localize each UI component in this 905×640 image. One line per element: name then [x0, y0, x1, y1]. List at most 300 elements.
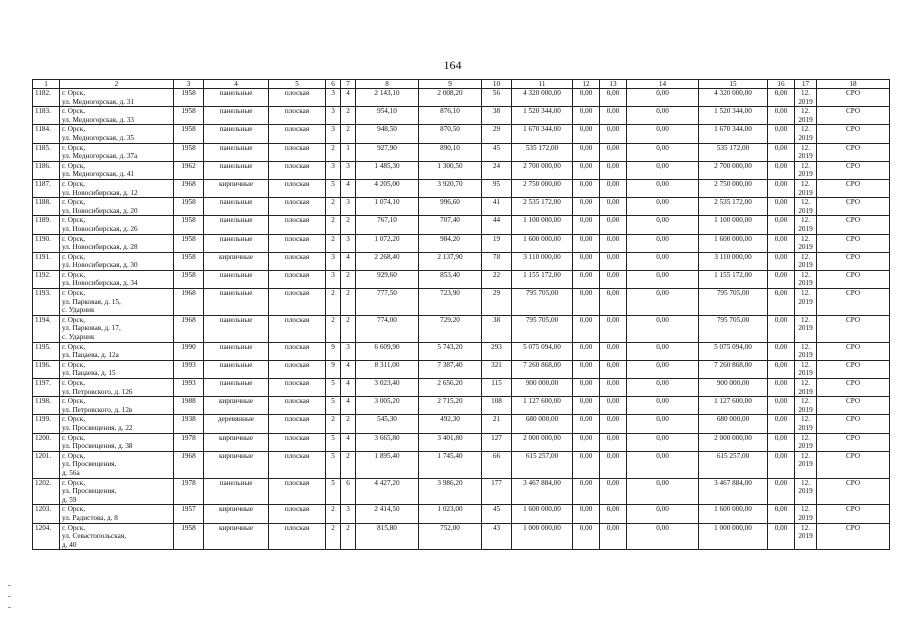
table-row	[33, 342, 890, 360]
cost-col-14-cell: 0,00	[627, 478, 699, 505]
address-cell	[60, 415, 174, 433]
cost-col-16-cell: 0,00	[768, 89, 795, 107]
cost-col-12-cell: 0,00	[573, 89, 600, 107]
roof-type-cell: плоская	[269, 234, 326, 252]
cost-col-16-cell: 0,00	[768, 342, 795, 360]
entrances-count-cell: 2	[341, 451, 356, 478]
year-built-cell: 1958	[174, 107, 204, 125]
method-cell: СРО	[817, 505, 890, 523]
completion-date-line: 2019	[798, 405, 813, 414]
cost-col-12-cell: 0,00	[573, 161, 600, 179]
completion-date-line: 2019	[798, 532, 813, 541]
address-line: г. Орск,	[62, 379, 85, 387]
completion-date-line: 12.	[801, 234, 810, 243]
housing-register-table	[32, 79, 890, 550]
floors-count-cell: 3	[326, 161, 341, 179]
table-row	[33, 89, 890, 107]
cost-col-12-cell: 0,00	[573, 270, 600, 288]
address-line: ул. Новосибирская, д. 20	[62, 206, 138, 215]
address-line: ул. Новосибирская, д. 34	[62, 279, 138, 288]
entrances-count-cell: 4	[341, 360, 356, 378]
completion-date-cell	[795, 451, 817, 478]
column-number-16: 16	[768, 80, 795, 89]
table-row	[33, 478, 890, 505]
cost-col-12-cell: 0,00	[573, 234, 600, 252]
page-number: 164	[443, 58, 462, 72]
cost-col-13-cell: 0,00	[600, 478, 627, 505]
residents-count-cell: 43	[482, 523, 512, 550]
completion-date-line: 12.	[801, 216, 810, 225]
residents-count-cell: 29	[482, 289, 512, 316]
method-cell: СРО	[817, 161, 890, 179]
completion-date-cell	[795, 415, 817, 433]
entrances-count-cell: 4	[341, 89, 356, 107]
address-line: ул. Парковая, д. 15,	[62, 297, 121, 306]
method-cell: СРО	[817, 315, 890, 342]
cost-col-13-cell: 0,00	[600, 125, 627, 143]
address-line: д. 59	[62, 495, 77, 504]
completion-date-line: 2019	[798, 351, 813, 360]
residents-count-cell: 293	[482, 342, 512, 360]
row-number-cell: 1186.	[33, 161, 60, 179]
row-number-cell: 1184.	[33, 125, 60, 143]
wall-material-cell: кирпичные	[204, 252, 269, 270]
roof-type-cell: плоская	[269, 360, 326, 378]
roof-type-cell: плоская	[269, 523, 326, 550]
completion-date-cell	[795, 379, 817, 397]
column-number-5: 5	[269, 80, 326, 89]
floors-count-cell: 2	[326, 523, 341, 550]
floors-count-cell: 3	[326, 89, 341, 107]
method-cell: СРО	[817, 433, 890, 451]
column-number-6: 6	[326, 80, 341, 89]
residents-count-cell: 321	[482, 360, 512, 378]
floors-count-cell: 2	[326, 315, 341, 342]
table-row	[33, 216, 890, 234]
roof-type-cell: плоская	[269, 179, 326, 197]
entrances-count-cell: 2	[341, 216, 356, 234]
cost-col-12-cell: 0,00	[573, 478, 600, 505]
cost-col-14-cell: 0,00	[627, 252, 699, 270]
completion-date-line: 12.	[801, 342, 810, 351]
row-number-cell: 1188.	[33, 198, 60, 216]
method-cell: СРО	[817, 523, 890, 550]
column-number-8: 8	[356, 80, 419, 89]
wall-material-cell: кирпичные	[204, 179, 269, 197]
cost-col-15-cell: 4 320 000,00	[699, 89, 768, 107]
residents-count-cell: 38	[482, 107, 512, 125]
repair-cost-cell: 5 075 094,00	[512, 342, 573, 360]
completion-date-line: 2019	[798, 206, 813, 215]
total-area-cell: 3 665,80	[356, 433, 419, 451]
method-cell: СРО	[817, 397, 890, 415]
roof-type-cell: плоская	[269, 397, 326, 415]
address-line: с. Ударник	[62, 333, 95, 342]
cost-col-12-cell: 0,00	[573, 360, 600, 378]
address-cell	[60, 107, 174, 125]
wall-material-cell: кирпичные	[204, 433, 269, 451]
cost-col-16-cell: 0,00	[768, 252, 795, 270]
completion-date-line: 12.	[801, 143, 810, 152]
floors-count-cell: 3	[326, 270, 341, 288]
year-built-cell: 1958	[174, 125, 204, 143]
cost-col-14-cell: 0,00	[627, 289, 699, 316]
entrances-count-cell: 3	[341, 161, 356, 179]
table-row	[33, 179, 890, 197]
cost-col-15-cell: 7 260 868,00	[699, 360, 768, 378]
roof-type-cell: плоская	[269, 216, 326, 234]
address-line: ул. Просвещения, д. 22	[62, 423, 133, 432]
living-area-cell: 984,20	[419, 234, 482, 252]
address-line: г. Орск,	[62, 270, 85, 279]
address-cell	[60, 216, 174, 234]
address-line: г. Орск,	[62, 234, 85, 243]
address-cell	[60, 198, 174, 216]
living-area-cell: 876,10	[419, 107, 482, 125]
method-cell: СРО	[817, 415, 890, 433]
address-cell	[60, 234, 174, 252]
cost-col-16-cell: 0,00	[768, 451, 795, 478]
cost-col-14-cell: 0,00	[627, 107, 699, 125]
cost-col-15-cell: 680 000,00	[699, 415, 768, 433]
column-number-17: 17	[795, 80, 817, 89]
cost-col-12-cell: 0,00	[573, 433, 600, 451]
cost-col-15-cell: 2 000 000,00	[699, 433, 768, 451]
repair-cost-cell: 1 000 000,00	[512, 523, 573, 550]
cost-col-15-cell: 2 700 000,00	[699, 161, 768, 179]
floors-count-cell: 2	[326, 234, 341, 252]
row-number-cell: 1185.	[33, 143, 60, 161]
cost-col-15-cell: 1 100 000,00	[699, 216, 768, 234]
address-cell	[60, 397, 174, 415]
floors-count-cell: 2	[326, 289, 341, 316]
wall-material-cell: кирпичные	[204, 523, 269, 550]
row-number-cell: 1187.	[33, 179, 60, 197]
repair-cost-cell: 2 000 000,00	[512, 433, 573, 451]
method-cell: СРО	[817, 379, 890, 397]
column-number-14: 14	[627, 80, 699, 89]
floors-count-cell: 2	[326, 143, 341, 161]
address-line: ул. Просвещения,	[62, 460, 117, 469]
completion-date-cell	[795, 478, 817, 505]
cost-col-13-cell: 0,00	[600, 415, 627, 433]
address-line: г. Орск,	[62, 360, 85, 369]
completion-date-line: 12.	[801, 252, 810, 261]
cost-col-16-cell: 0,00	[768, 198, 795, 216]
column-number-row	[33, 80, 890, 89]
total-area-cell: 2 268,40	[356, 252, 419, 270]
wall-material-cell: кирпичные	[204, 451, 269, 478]
completion-date-line: 2019	[798, 387, 813, 396]
wall-material-cell: панельные	[204, 89, 269, 107]
method-cell: СРО	[817, 234, 890, 252]
living-area-cell: 2 137,90	[419, 252, 482, 270]
floors-count-cell: 2	[326, 505, 341, 523]
cost-col-13-cell: 0,00	[600, 252, 627, 270]
completion-date-line: 12.	[801, 451, 810, 460]
entrances-count-cell: 4	[341, 179, 356, 197]
cost-col-16-cell: 0,00	[768, 379, 795, 397]
method-cell: СРО	[817, 198, 890, 216]
completion-date-line: 12.	[801, 89, 810, 97]
cost-col-16-cell: 0,00	[768, 478, 795, 505]
entrances-count-cell: 4	[341, 379, 356, 397]
wall-material-cell: кирпичные	[204, 397, 269, 415]
living-area-cell: 996,60	[419, 198, 482, 216]
entrances-count-cell: 1	[341, 143, 356, 161]
total-area-cell: 2 414,50	[356, 505, 419, 523]
address-line: г. Орск,	[62, 289, 85, 298]
cost-col-12-cell: 0,00	[573, 125, 600, 143]
cost-col-14-cell: 0,00	[627, 216, 699, 234]
cost-col-16-cell: 0,00	[768, 125, 795, 143]
floors-count-cell: 5	[326, 451, 341, 478]
cost-col-16-cell: 0,00	[768, 315, 795, 342]
row-number-cell: 1190.	[33, 234, 60, 252]
cost-col-12-cell: 0,00	[573, 179, 600, 197]
wall-material-cell: панельные	[204, 478, 269, 505]
completion-date-line: 12.	[801, 270, 810, 279]
method-cell: СРО	[817, 252, 890, 270]
address-line: ул. Парковая, д. 17,	[62, 324, 121, 333]
living-area-cell: 723,90	[419, 289, 482, 316]
year-built-cell: 1958	[174, 143, 204, 161]
cost-col-13-cell: 0,00	[600, 161, 627, 179]
address-line: ул. Новосибирская, д. 26	[62, 224, 138, 233]
cost-col-16-cell: 0,00	[768, 216, 795, 234]
repair-cost-cell: 4 320 000,00	[512, 89, 573, 107]
column-number-18: 18	[817, 80, 890, 89]
cost-col-12-cell: 0,00	[573, 315, 600, 342]
column-number-2: 2	[60, 80, 174, 89]
row-number-cell: 1196.	[33, 360, 60, 378]
repair-cost-cell: 795 705,00	[512, 315, 573, 342]
cost-col-14-cell: 0,00	[627, 360, 699, 378]
living-area-cell: 890,10	[419, 143, 482, 161]
method-cell: СРО	[817, 107, 890, 125]
address-cell	[60, 505, 174, 523]
cost-col-12-cell: 0,00	[573, 397, 600, 415]
address-line: ул. Новосибирская, д. 30	[62, 261, 138, 270]
living-area-cell: 7 387,40	[419, 360, 482, 378]
residents-count-cell: 22	[482, 270, 512, 288]
address-line: ул. Просвещения,	[62, 487, 117, 496]
repair-cost-cell: 795 705,00	[512, 289, 573, 316]
cost-col-16-cell: 0,00	[768, 270, 795, 288]
wall-material-cell: панельные	[204, 198, 269, 216]
cost-col-15-cell: 2 535 172,00	[699, 198, 768, 216]
address-line: ул. Просвещения, д. 38	[62, 442, 133, 451]
roof-type-cell: плоская	[269, 89, 326, 107]
roof-type-cell: плоская	[269, 505, 326, 523]
year-built-cell: 1968	[174, 179, 204, 197]
address-cell	[60, 143, 174, 161]
address-line: ул. Пацаева, д. 12а	[62, 351, 119, 360]
cost-col-15-cell: 3 467 884,00	[699, 478, 768, 505]
row-number-cell: 1193.	[33, 289, 60, 316]
year-built-cell: 1968	[174, 451, 204, 478]
repair-cost-cell: 2 700 000,00	[512, 161, 573, 179]
row-number-cell: 1194.	[33, 315, 60, 342]
floors-count-cell: 5	[326, 397, 341, 415]
method-cell: СРО	[817, 89, 890, 107]
cost-col-14-cell: 0,00	[627, 415, 699, 433]
completion-date-line: 12.	[801, 107, 810, 116]
cost-col-13-cell: 0,00	[600, 198, 627, 216]
year-built-cell: 1990	[174, 342, 204, 360]
completion-date-cell	[795, 342, 817, 360]
completion-date-line: 2019	[798, 297, 813, 306]
table-row	[33, 360, 890, 378]
roof-type-cell: плоская	[269, 415, 326, 433]
row-number-cell: 1203.	[33, 505, 60, 523]
completion-date-line: 12.	[801, 415, 810, 424]
cost-col-15-cell: 900 000,00	[699, 379, 768, 397]
method-cell: СРО	[817, 270, 890, 288]
column-number-13: 13	[600, 80, 627, 89]
completion-date-cell	[795, 125, 817, 143]
address-line: г. Орск,	[62, 415, 85, 424]
method-cell: СРО	[817, 360, 890, 378]
total-area-cell: 1 072,20	[356, 234, 419, 252]
completion-date-cell	[795, 289, 817, 316]
cost-col-14-cell: 0,00	[627, 179, 699, 197]
cost-col-15-cell: 1 600 000,00	[699, 505, 768, 523]
cost-col-16-cell: 0,00	[768, 415, 795, 433]
roof-type-cell: плоская	[269, 107, 326, 125]
table-row	[33, 397, 890, 415]
completion-date-cell	[795, 89, 817, 107]
year-built-cell: 1958	[174, 89, 204, 107]
completion-date-line: 2019	[798, 487, 813, 496]
cost-col-13-cell: 0,00	[600, 270, 627, 288]
cost-col-13-cell: 0,00	[600, 397, 627, 415]
completion-date-line: 2019	[798, 170, 813, 179]
roof-type-cell: плоская	[269, 252, 326, 270]
cost-col-12-cell: 0,00	[573, 107, 600, 125]
address-line: ул. Новосибирская, д. 28	[62, 243, 138, 252]
cost-col-14-cell: 0,00	[627, 451, 699, 478]
total-area-cell: 929,60	[356, 270, 419, 288]
year-built-cell: 1957	[174, 505, 204, 523]
cost-col-15-cell: 1 670 344,00	[699, 125, 768, 143]
total-area-cell: 948,50	[356, 125, 419, 143]
table-row	[33, 252, 890, 270]
roof-type-cell: плоская	[269, 289, 326, 316]
cost-col-12-cell: 0,00	[573, 451, 600, 478]
completion-date-line: 12.	[801, 315, 810, 324]
address-cell	[60, 252, 174, 270]
roof-type-cell: плоская	[269, 161, 326, 179]
entrances-count-cell: 4	[341, 252, 356, 270]
wall-material-cell: панельные	[204, 342, 269, 360]
table-row	[33, 270, 890, 288]
completion-date-cell	[795, 252, 817, 270]
table-row	[33, 523, 890, 550]
year-built-cell: 1958	[174, 523, 204, 550]
total-area-cell: 815,80	[356, 523, 419, 550]
wall-material-cell: панельные	[204, 379, 269, 397]
address-line: г. Орск,	[62, 478, 85, 487]
completion-date-line: 12.	[801, 478, 810, 487]
floors-count-cell: 3	[326, 125, 341, 143]
entrances-count-cell: 3	[341, 198, 356, 216]
address-cell	[60, 451, 174, 478]
cost-col-13-cell: 0,00	[600, 89, 627, 107]
cost-col-14-cell: 0,00	[627, 315, 699, 342]
completion-date-line: 12.	[801, 433, 810, 442]
completion-date-line: 2019	[798, 115, 813, 124]
living-area-cell: 3 920,70	[419, 179, 482, 197]
table-row	[33, 107, 890, 125]
year-built-cell: 1968	[174, 289, 204, 316]
floors-count-cell: 5	[326, 379, 341, 397]
row-number-cell: 1201.	[33, 451, 60, 478]
cost-col-16-cell: 0,00	[768, 397, 795, 415]
residents-count-cell: 38	[482, 315, 512, 342]
wall-material-cell: панельные	[204, 161, 269, 179]
floors-count-cell: 3	[326, 107, 341, 125]
cost-col-13-cell: 0,00	[600, 179, 627, 197]
address-line: ул. Медногорская, д. 33	[62, 115, 135, 124]
cost-col-14-cell: 0,00	[627, 125, 699, 143]
year-built-cell: 1978	[174, 478, 204, 505]
completion-date-line: 2019	[798, 152, 813, 161]
wall-material-cell: панельные	[204, 270, 269, 288]
cost-col-13-cell: 0,00	[600, 107, 627, 125]
living-area-cell: 729,20	[419, 315, 482, 342]
total-area-cell: 774,00	[356, 315, 419, 342]
address-line: г. Орск,	[62, 523, 85, 532]
completion-date-line: 12.	[801, 179, 810, 188]
living-area-cell: 3 986,20	[419, 478, 482, 505]
repair-cost-cell: 1 155 172,00	[512, 270, 573, 288]
completion-date-cell	[795, 360, 817, 378]
address-cell	[60, 379, 174, 397]
address-cell	[60, 179, 174, 197]
column-number-3: 3	[174, 80, 204, 89]
cost-col-13-cell: 0,00	[600, 360, 627, 378]
completion-date-line: 2019	[798, 369, 813, 378]
residents-count-cell: 78	[482, 252, 512, 270]
method-cell: СРО	[817, 216, 890, 234]
address-cell	[60, 289, 174, 316]
floors-count-cell: 9	[326, 360, 341, 378]
repair-cost-cell: 900 000,00	[512, 379, 573, 397]
cost-col-13-cell: 0,00	[600, 433, 627, 451]
residents-count-cell: 108	[482, 397, 512, 415]
cost-col-12-cell: 0,00	[573, 379, 600, 397]
address-line: ул. Медногорская, д. 37а	[62, 152, 138, 161]
cost-col-12-cell: 0,00	[573, 415, 600, 433]
cost-col-13-cell: 0,00	[600, 342, 627, 360]
cost-col-15-cell: 2 750 000,00	[699, 179, 768, 197]
year-built-cell: 1958	[174, 234, 204, 252]
entrances-count-cell: 6	[341, 478, 356, 505]
repair-cost-cell: 1 520 344,00	[512, 107, 573, 125]
completion-date-line: 2019	[798, 423, 813, 432]
cost-col-13-cell: 0,00	[600, 379, 627, 397]
roof-type-cell: плоская	[269, 342, 326, 360]
wall-material-cell: панельные	[204, 315, 269, 342]
residents-count-cell: 177	[482, 478, 512, 505]
wall-material-cell: панельные	[204, 289, 269, 316]
address-line: г. Орск,	[62, 505, 85, 514]
cost-col-12-cell: 0,00	[573, 523, 600, 550]
repair-cost-cell: 1 670 344,00	[512, 125, 573, 143]
table-row	[33, 143, 890, 161]
roof-type-cell: плоская	[269, 125, 326, 143]
